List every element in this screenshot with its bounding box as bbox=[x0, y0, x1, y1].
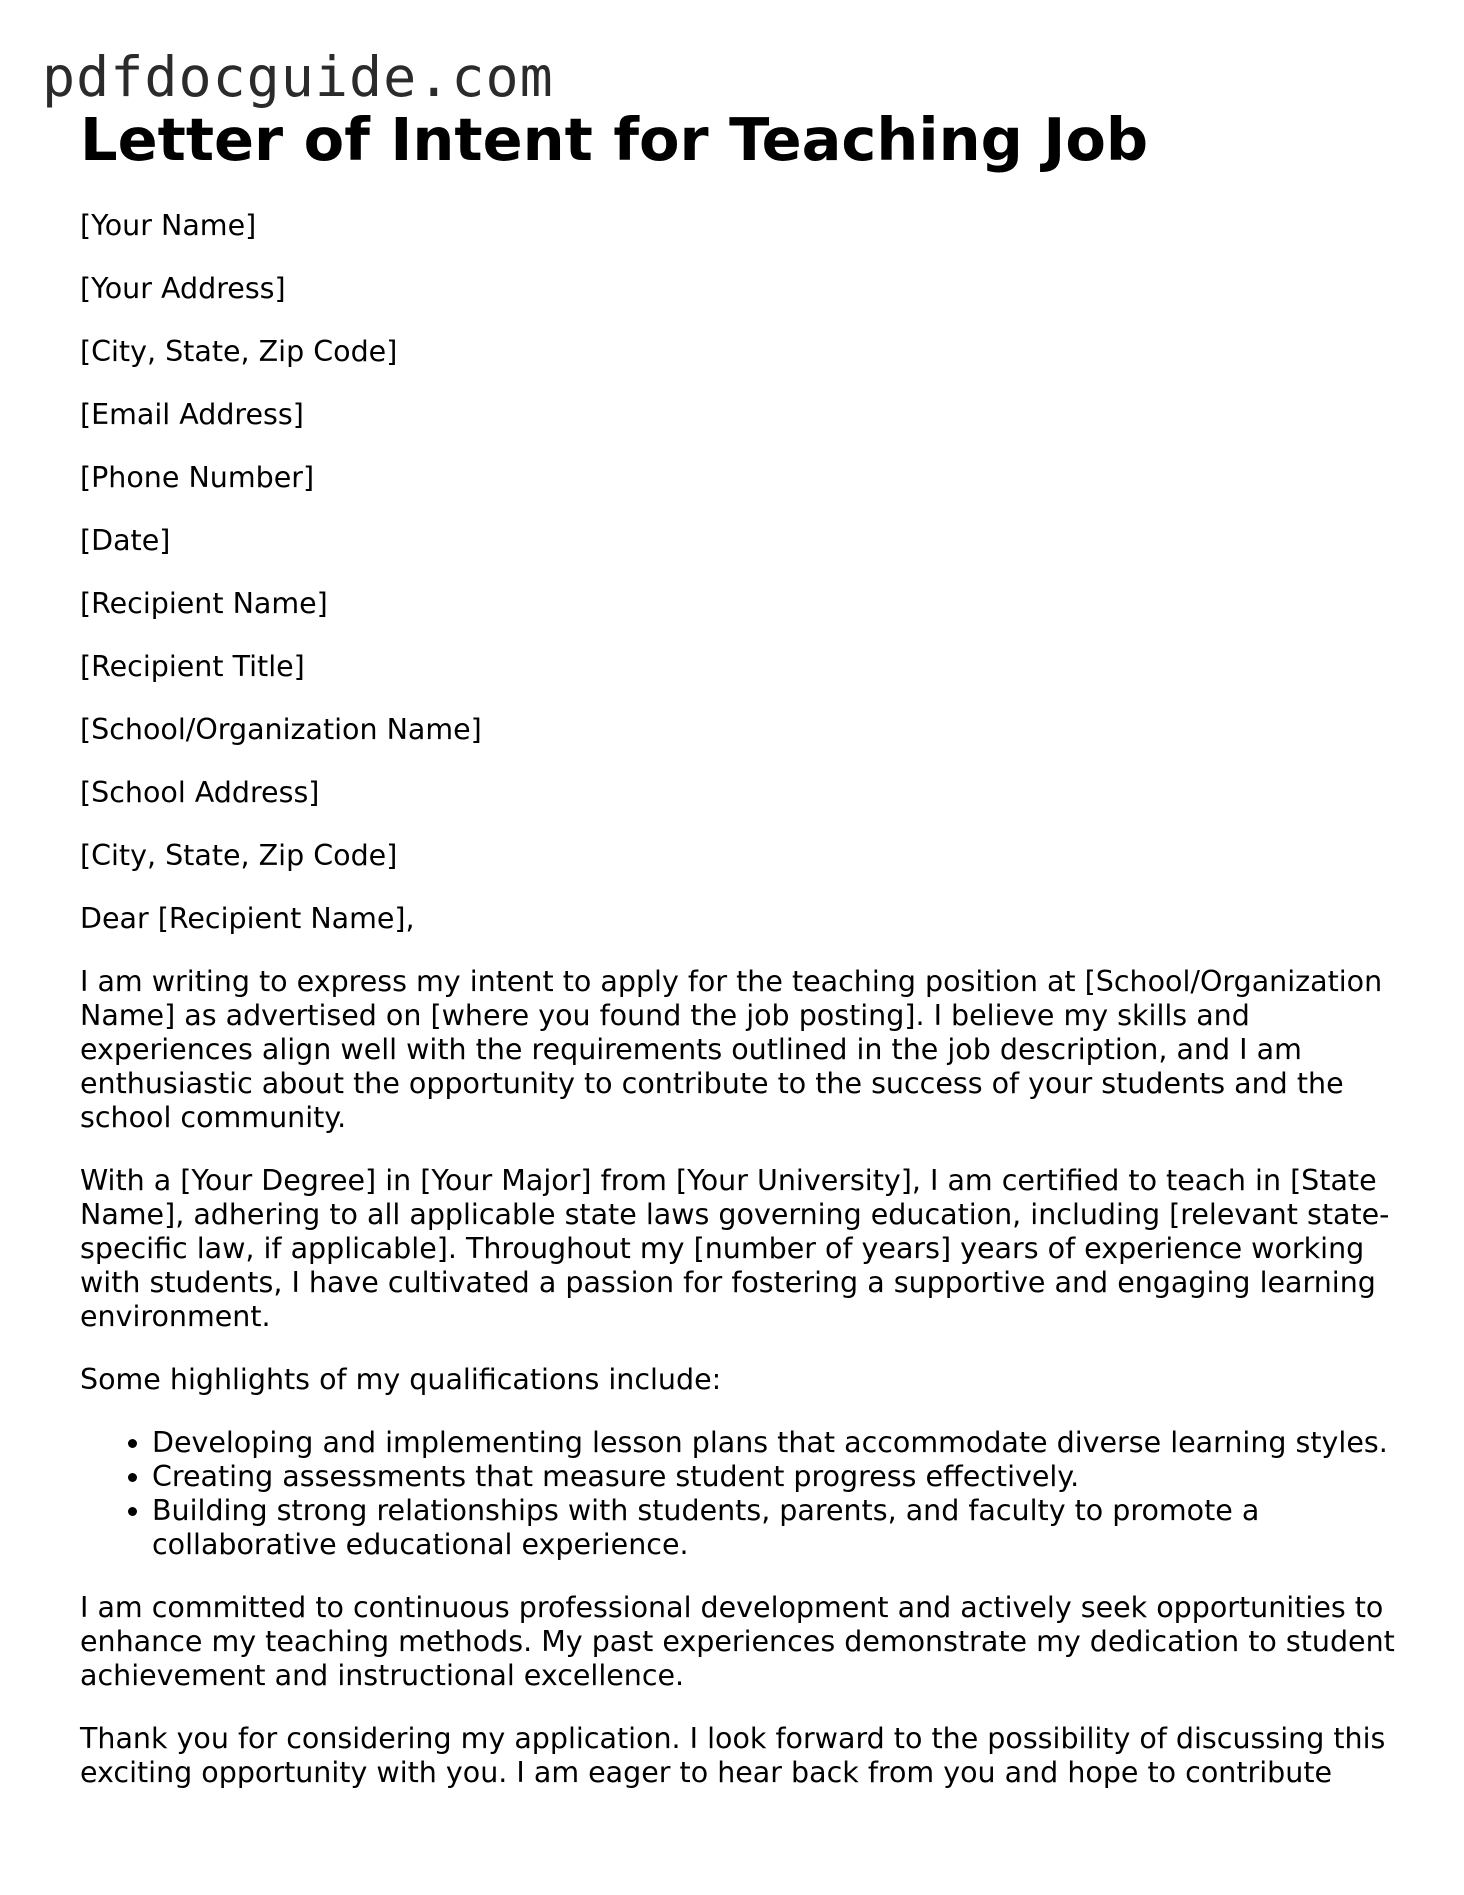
highlights-list bbox=[80, 1426, 1400, 1562]
intro-paragraph: I am writing to express my intent to apply for the teaching position at [School/Organization Name] as advertised on [where you found the job posting]. I believe my skills and experiences align well with the requirements outlined in the job description, and I am enthusiastic about the opportunity to contribute to the success of your students and the school community. bbox=[80, 965, 1383, 1134]
qualifications-paragraph: With a [Your Degree] in [Your Major] from [Your University], I am certified to teach in [State Name], adhering to all applicable state laws governing education, including [relevant state-specific law, if applicable]. Throughout my [number of years] years of experience working with students, I have cultivated a passion for fostering a supportive and engaging learning environment. bbox=[80, 1164, 1390, 1333]
sender-email: [Email Address] bbox=[80, 398, 304, 431]
salutation: Dear [Recipient Name], bbox=[80, 902, 415, 935]
sender-city-state-zip: [City, State, Zip Code] bbox=[80, 335, 398, 368]
recipient-name: [Recipient Name] bbox=[80, 587, 328, 620]
list-item: • Developing and implementing lesson plans that accommodate diverse learning styles. bbox=[152, 1426, 1400, 1460]
sender-phone: [Phone Number] bbox=[80, 461, 315, 494]
closing-paragraph: Thank you for considering my application. I look forward to the possibility of discussing this exciting opportunity with you. I am eager to hear back from you and hope to contribute bbox=[80, 1722, 1386, 1789]
letter-date: [Date] bbox=[80, 524, 171, 557]
site-watermark: pdfdocguide.com bbox=[42, 45, 554, 109]
recipient-organization: [School/Organization Name] bbox=[80, 713, 482, 746]
sender-address: [Your Address] bbox=[80, 272, 286, 305]
commitment-paragraph: I am committed to continuous professional development and actively seek opportunities to enhance my teaching methods. My past experiences demonstrate my dedication to student achievement and instructional excellence. bbox=[80, 1591, 1395, 1692]
highlights-intro: Some highlights of my qualifications include: bbox=[80, 1363, 722, 1396]
recipient-address: [School Address] bbox=[80, 776, 320, 809]
recipient-title: [Recipient Title] bbox=[80, 650, 305, 683]
list-item: • Creating assessments that measure student progress effectively. bbox=[152, 1460, 1400, 1494]
letter-body bbox=[80, 209, 1400, 1819]
recipient-city-state-zip: [City, State, Zip Code] bbox=[80, 839, 398, 872]
list-item: • Building strong relationships with students, parents, and faculty to promote a collaborative educational experience. bbox=[152, 1494, 1400, 1562]
document-title: Letter of Intent for Teaching Job bbox=[80, 105, 1149, 174]
sender-name: [Your Name] bbox=[80, 209, 257, 242]
